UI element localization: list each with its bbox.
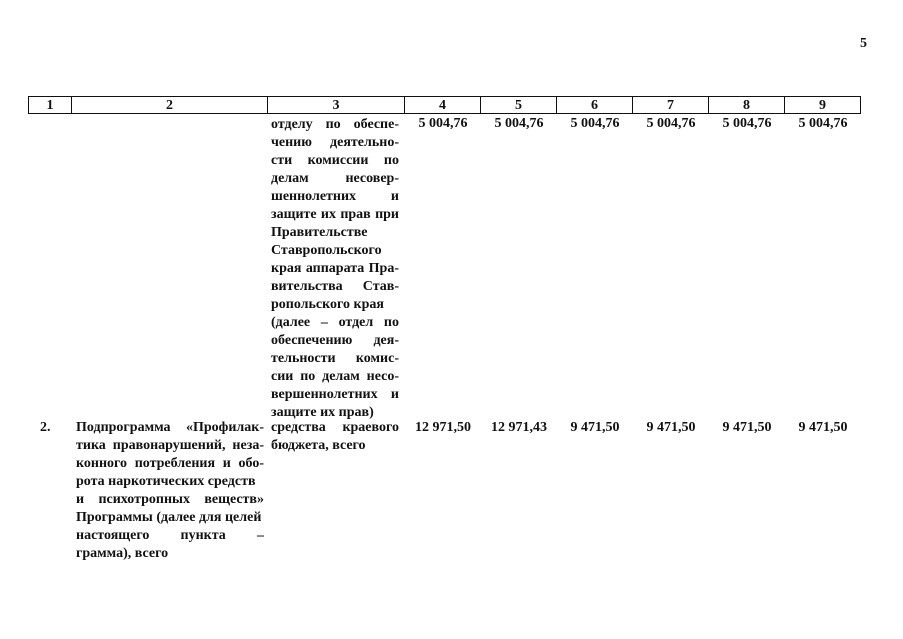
row-2-col3-line-2: бюджета, всего: [271, 438, 366, 453]
row-2-col8-value: 9 471,50: [722, 420, 772, 435]
row-2-col6-value: 9 471,50: [570, 420, 620, 435]
row-2-col2-line-2: тика правонарушений, неза-: [76, 438, 264, 453]
row-1-col4-value: 5 004,76: [418, 116, 468, 131]
row-1-col3-line-12: (далее – отдел по: [271, 315, 399, 330]
page-number: 5: [860, 36, 867, 51]
row-2-col4-value: 12 971,50: [415, 420, 471, 435]
row-2-col2-line-1: Подпрограмма «Профилак-: [76, 420, 264, 435]
row-1-col3-line-3: сти комиссии по: [271, 153, 399, 168]
header-col-1: 1: [29, 97, 72, 114]
row-1-col3-line-15: сии по делам несо-: [271, 369, 399, 384]
row-2-col3-line-1: средства краевого: [271, 420, 399, 435]
row-2-funding-source: [271, 419, 399, 455]
row-2-col2-line-7: настоящего пункта –: [76, 528, 264, 543]
row-1-col3-line-4: делам несовер-: [271, 171, 399, 186]
row-1-col8-value: 5 004,76: [722, 116, 772, 131]
row-1-col6-value: 5 004,76: [570, 116, 620, 131]
header-col-2: 2: [72, 97, 268, 114]
row-1-col7-value: 5 004,76: [646, 116, 696, 131]
row-2-col2-line-3: конного потребления и обо-: [76, 456, 264, 471]
row-2-col2-line-6: Программы (далее для целей: [76, 510, 262, 525]
row-1-col3-line-11: ропольского края: [271, 297, 384, 312]
row-1-col3-line-1: отделу по обеспе-: [271, 117, 399, 132]
row-2-col9-value: 9 471,50: [798, 420, 848, 435]
row-2-subprogram-name: [76, 419, 264, 563]
row-1-col9-value: 5 004,76: [798, 116, 848, 131]
header-col-4: 4: [405, 97, 481, 114]
row-1-col3-line-16: вершеннолетних и: [271, 387, 399, 402]
row-1-col3-line-2: чению деятельно-: [271, 135, 399, 150]
row-1-col3-line-17: защите их прав): [271, 405, 374, 420]
row-2-number: 2.: [40, 420, 51, 435]
row-1-col3-line-9: края аппарата Пра-: [271, 261, 399, 276]
row-1-col3-line-5: шеннолетних и: [271, 189, 399, 204]
row-2-col2-line-8: грамма), всего: [76, 546, 169, 561]
column-number-header: [28, 96, 861, 114]
header-col-7: 7: [633, 97, 709, 114]
header-col-3: 3: [268, 97, 405, 114]
row-2-col2-line-5: и психотропных веществ»: [76, 492, 264, 507]
row-2-col5-value: 12 971,43: [491, 420, 547, 435]
row-1-col3-line-10: вительства Став-: [271, 279, 399, 294]
row-1-funding-source: [271, 116, 399, 422]
header-col-6: 6: [557, 97, 633, 114]
header-col-5: 5: [481, 97, 557, 114]
header-col-8: 8: [709, 97, 785, 114]
row-1-col5-value: 5 004,76: [494, 116, 544, 131]
header-col-9: 9: [785, 97, 861, 114]
row-1-col3-line-7: Правительстве: [271, 225, 368, 240]
row-2-col2-line-4: рота наркотических средств: [76, 474, 256, 489]
row-2-col7-value: 9 471,50: [646, 420, 696, 435]
row-1-col3-line-13: обеспечению дея-: [271, 333, 399, 348]
row-1-col3-line-8: Ставропольского: [271, 243, 382, 258]
row-1-col3-line-6: защите их прав при: [271, 207, 399, 222]
row-1-col3-line-14: тельности комис-: [271, 351, 399, 366]
